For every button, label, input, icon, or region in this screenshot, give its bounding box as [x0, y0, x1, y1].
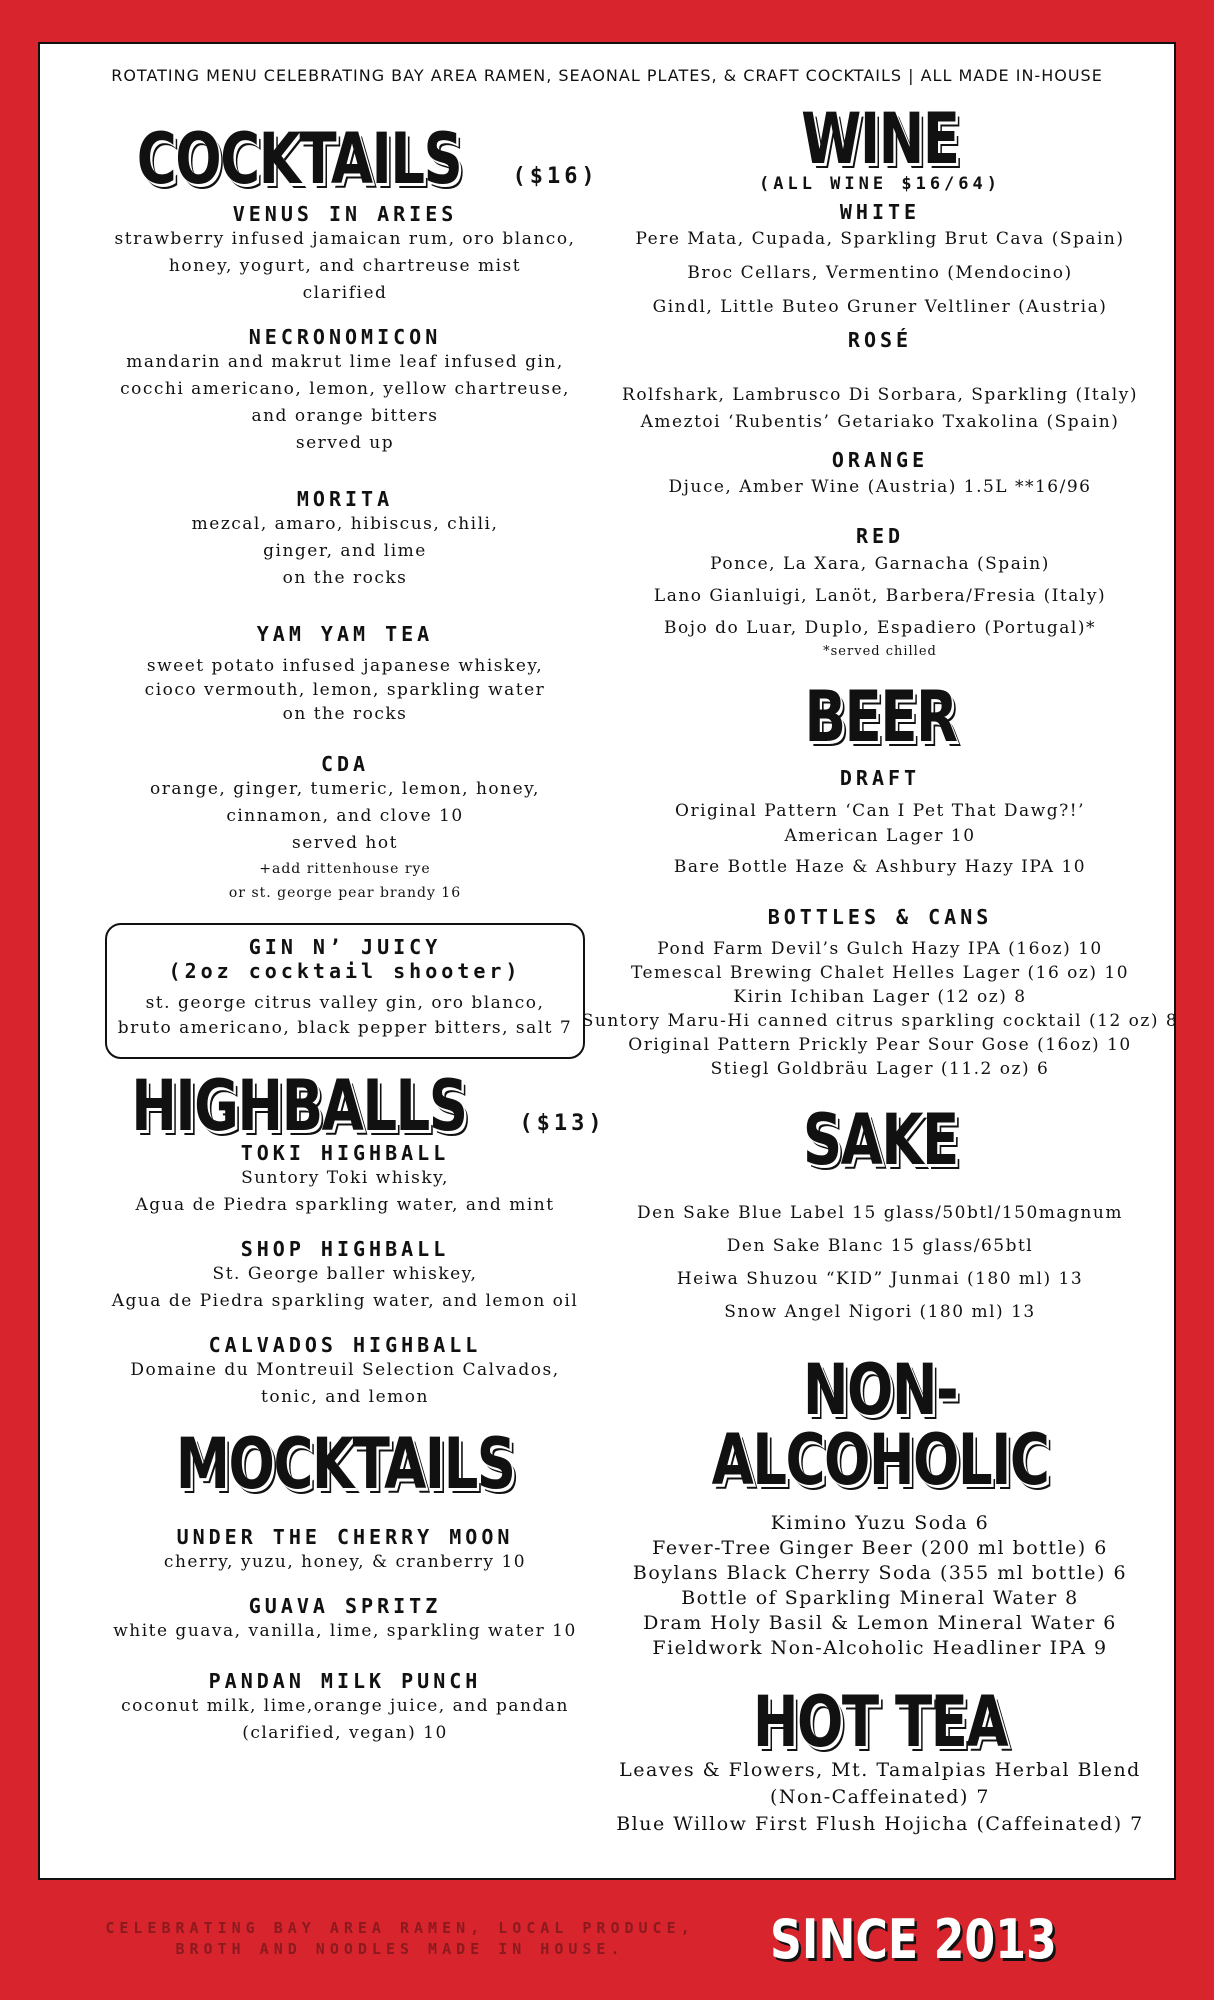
cocktail-desc-line: orange, ginger, tumeric, lemon, honey,	[150, 779, 540, 799]
wine-line: Pere Mata, Cupada, Sparkling Brut Cava (Spain)	[635, 229, 1125, 249]
nonalc-line: Boylans Black Cherry Soda (355 ml bottle) 6	[632, 1562, 1128, 1584]
tagline: ROTATING MENU CELEBRATING BAY AREA RAMEN, SEAONAL PLATES, & CRAFT COCKTAILS | ALL MADE IN-HOUSE	[111, 66, 1103, 85]
cocktail-name: YAM YAM TEA	[256, 622, 434, 646]
cocktail-desc-line: strawberry infused jamaican rum, oro blanco,	[114, 229, 576, 249]
mocktail-desc-line: coconut milk, lime,orange juice, and pandan	[121, 1696, 569, 1716]
sake-line: Den Sake Blue Label 15 glass/50btl/150magnum	[637, 1203, 1123, 1223]
highball-desc-line: Agua de Piedra sparkling water, and lemon oil	[111, 1291, 579, 1311]
beer-line: Original Pattern ‘Can I Pet That Dawg?!’	[675, 801, 1085, 821]
cocktail-name: CDA	[320, 752, 370, 776]
nonalc-line: Bottle of Sparkling Mineral Water 8	[681, 1587, 1079, 1609]
nonalc-line: Dram Holy Basil & Lemon Mineral Water 6	[643, 1612, 1117, 1634]
mocktail-name: PANDAN MILK PUNCH	[208, 1669, 482, 1693]
mocktail-desc-line: white guava, vanilla, lime, sparkling water 10	[113, 1621, 577, 1641]
highball-desc-line: Agua de Piedra sparkling water, and mint	[135, 1195, 555, 1215]
cocktail-name: VENUS IN ARIES	[232, 202, 458, 226]
highball-desc-line: St. George baller whiskey,	[212, 1264, 478, 1284]
highball-desc-line: Domaine du Montreuil Selection Calvados,	[130, 1360, 560, 1380]
wine-sub: (ALL WINE $16/64)	[759, 174, 1001, 194]
mocktail-desc-line: (clarified, vegan) 10	[242, 1723, 448, 1743]
sake-title: SAKE	[802, 1099, 958, 1181]
hottea-line: Blue Willow First Flush Hojicha (Caffeinated) 7	[616, 1813, 1144, 1835]
shooter-box	[105, 923, 585, 1059]
sake-line: Heiwa Shuzou “KID” Junmai (180 ml) 13	[676, 1269, 1084, 1289]
wine-line: Bojo do Luar, Duplo, Espadiero (Portugal)*	[664, 618, 1096, 638]
cocktail-desc-line: served hot	[292, 833, 398, 853]
wine-category: ORANGE	[831, 448, 929, 472]
cocktail-desc-line: sweet potato infused japanese whiskey,	[146, 656, 544, 676]
cocktail-desc-line: on the rocks	[282, 568, 408, 588]
beer-category: BOTTLES & CANS	[767, 905, 993, 929]
wine-category: WHITE	[839, 200, 921, 224]
highball-desc-line: Suntory Toki whisky,	[241, 1168, 449, 1188]
wine-category: RED	[855, 524, 905, 548]
cocktail-desc-line: ginger, and lime	[263, 541, 427, 561]
wine-line: Broc Cellars, Vermentino (Mendocino)	[687, 263, 1073, 283]
cocktail-desc-line: cioco vermouth, lemon, sparkling water	[144, 680, 546, 700]
wine-title: WINE	[801, 98, 959, 180]
sake-line: Snow Angel Nigori (180 ml) 13	[724, 1302, 1036, 1322]
cocktails-header	[80, 118, 610, 200]
cocktail-desc-line: served up	[295, 433, 395, 453]
cocktail-desc-line: mezcal, amaro, hibiscus, chili,	[191, 514, 499, 534]
cocktail-addon-line: or st. george pear brandy 16	[228, 885, 462, 901]
wine-line: Gindl, Little Buteo Gruner Veltliner (Austria)	[652, 297, 1108, 317]
highball-name: CALVADOS HIGHBALL	[208, 1333, 482, 1357]
beer-category: DRAFT	[839, 766, 921, 790]
cocktail-addon-line: +add rittenhouse rye	[259, 861, 431, 877]
cocktail-desc-line: cinnamon, and clove 10	[226, 806, 464, 826]
mocktail-name: UNDER THE CHERRY MOON	[176, 1525, 514, 1549]
sake-line: Den Sake Blanc 15 glass/65btl	[726, 1236, 1034, 1256]
highball-name: TOKI HIGHBALL	[240, 1141, 450, 1165]
mocktail-desc-line: cherry, yuzu, honey, & cranberry 10	[163, 1552, 527, 1572]
since-badge: SINCE 2013	[770, 1908, 1057, 1971]
mocktails-header	[80, 1423, 610, 1505]
wine-category: ROSÉ	[847, 328, 913, 352]
highball-desc-line: tonic, and lemon	[261, 1387, 429, 1407]
mocktails-title: MOCKTAILS	[175, 1423, 515, 1505]
wine-line: Lano Gianluigi, Lanöt, Barbera/Fresia (Italy)	[653, 586, 1107, 606]
footer-slogan-line: CELEBRATING BAY AREA RAMEN, LOCAL PRODUCE,	[105, 1919, 695, 1937]
highballs-header	[80, 1065, 610, 1147]
wine-line: Rolfshark, Lambrusco Di Sorbara, Sparkling (Italy)	[622, 385, 1138, 405]
wine-line: Ameztoi ‘Rubentis’ Getariako Txakolina (Spain)	[640, 412, 1120, 432]
menu-sheet	[38, 42, 1179, 1880]
hottea-title: HOT TEA	[752, 1681, 1008, 1763]
beer-line: Bare Bottle Haze & Ashbury Hazy IPA 10	[673, 857, 1087, 877]
beer-line: Original Pattern Prickly Pear Sour Gose (16oz) 10	[628, 1035, 1132, 1055]
beer-line: American Lager 10	[784, 826, 976, 846]
footer-slogan	[100, 1918, 700, 1960]
footer-band	[0, 1880, 1214, 2000]
cocktail-name: NECRONOMICON	[248, 325, 442, 349]
highball-name: SHOP HIGHBALL	[240, 1237, 450, 1261]
highballs-title: HIGHBALLS	[131, 1065, 467, 1147]
nonalc-line: Fever-Tree Ginger Beer (200 ml bottle) 6	[652, 1537, 1108, 1559]
left-column	[80, 118, 610, 1747]
wine-line: Djuce, Amber Wine (Austria) 1.5L **16/96	[668, 477, 1092, 497]
footer-slogan-line: BROTH AND NOODLES MADE IN HOUSE.	[175, 1940, 625, 1958]
cocktail-name: MORITA	[296, 487, 394, 511]
beer-line: Suntory Maru-Hi canned citrus sparkling cocktail (12 oz) 8	[581, 1011, 1179, 1031]
beer-line: Pond Farm Devil’s Gulch Hazy IPA (16oz) 10	[657, 939, 1103, 959]
cocktail-desc-line: on the rocks	[282, 704, 408, 724]
hottea-line: Leaves & Flowers, Mt. Tamalpias Herbal Blend	[619, 1759, 1141, 1781]
shooter-desc-line: st. george citrus valley gin, oro blanco,	[145, 993, 545, 1013]
beer-line: Kirin Ichiban Lager (12 oz) 8	[733, 987, 1027, 1007]
nonalc-line: Kimino Yuzu Soda 6	[770, 1512, 990, 1534]
cocktails-price: ($16)	[512, 164, 599, 189]
wine-note: *served chilled	[823, 644, 937, 659]
nonalc-line: Fieldwork Non-Alcoholic Headliner IPA 9	[652, 1637, 1108, 1659]
nonalc-title: NON-ALCOHOLIC	[711, 1349, 1049, 1501]
wine-line: Ponce, La Xara, Garnacha (Spain)	[710, 554, 1050, 574]
cocktail-desc-line: mandarin and makrut lime leaf infused gin,	[126, 352, 564, 372]
shooter-name: GIN N’ JUICY	[248, 935, 442, 959]
shooter-sub: (2oz cocktail shooter)	[168, 959, 522, 983]
cocktail-desc-line: and orange bitters	[251, 406, 439, 426]
cocktail-desc-line: honey, yogurt, and chartreuse mist	[168, 256, 522, 276]
cocktail-desc-line: cocchi americano, lemon, yellow chartreuse,	[120, 379, 570, 399]
beer-title: BEER	[803, 676, 956, 758]
beer-line: Temescal Brewing Chalet Helles Lager (16 oz) 10	[630, 963, 1130, 983]
mocktail-name: GUAVA SPRITZ	[248, 1594, 442, 1618]
right-column	[580, 98, 1180, 1838]
highballs-price: ($13)	[519, 1111, 606, 1136]
shooter-desc-line: bruto americano, black pepper bitters, salt 7	[117, 1018, 573, 1038]
cocktail-desc-line: clarified	[302, 283, 388, 303]
hottea-line: (Non-Caffeinated) 7	[769, 1786, 991, 1808]
cocktails-title: COCKTAILS	[137, 118, 462, 200]
beer-line: Stiegl Goldbräu Lager (11.2 oz) 6	[710, 1059, 1050, 1079]
